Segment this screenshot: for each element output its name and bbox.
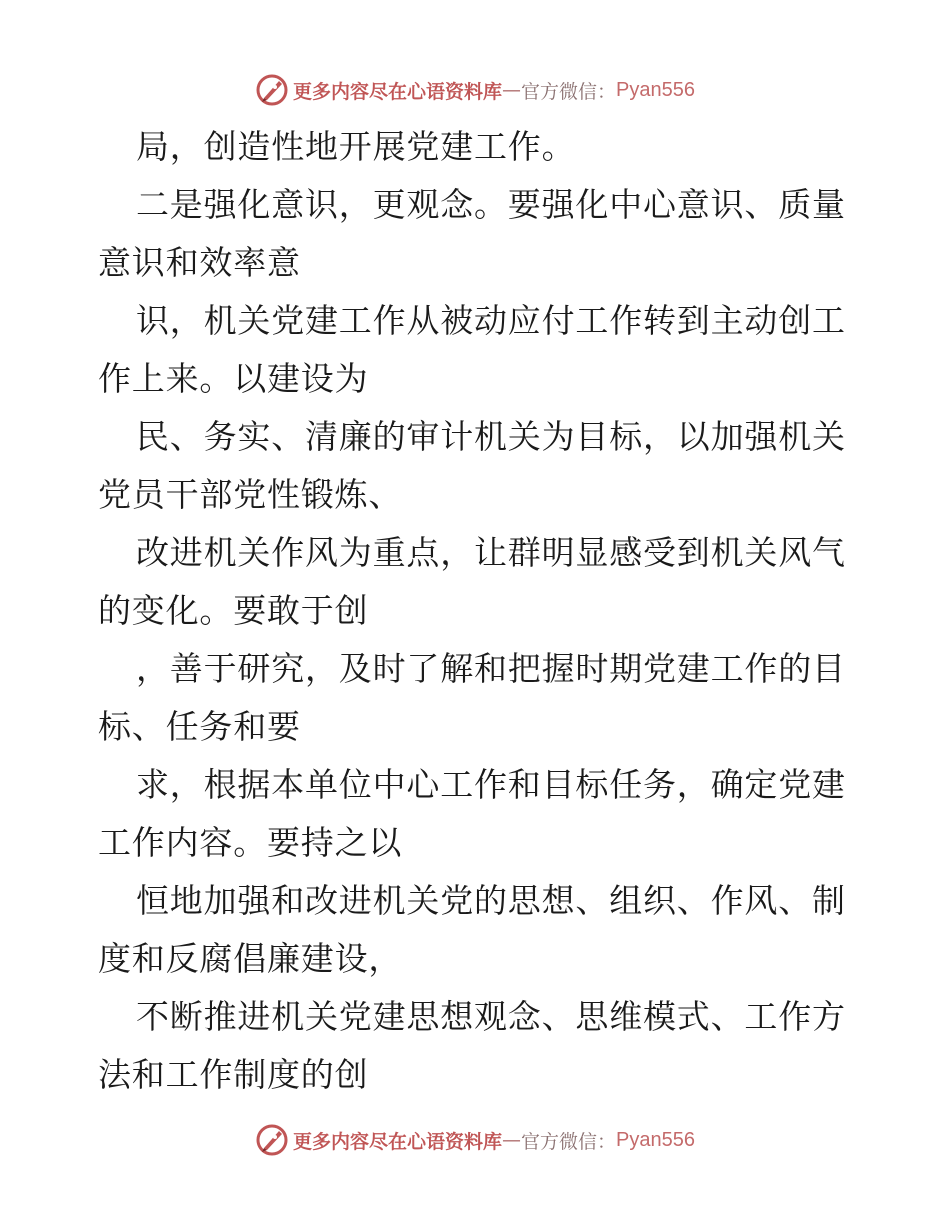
footer-brand-text: 更多内容尽在心语资料库 [293,1130,503,1153]
quill-pen-logo-icon [255,73,289,107]
header-dash: — [502,79,522,101]
footer-official-label: 官方微信： [521,1130,617,1153]
quill-pen-logo-icon [255,1123,289,1157]
document-body [98,118,858,1104]
paragraph-line: 作上来。以建设为 [98,359,369,398]
paragraph-line: 标、任务和要 [98,707,301,746]
footer-banner [0,1120,950,1160]
header-brand-text: 更多内容尽在心语资料库 [293,80,503,103]
paragraph-line: 法和工作制度的创 [98,1055,369,1094]
footer-dash: — [502,1129,522,1151]
header-banner [0,70,950,110]
paragraph-line: 改进机关作风为重点，让群明显感受到机关风气 [136,533,846,572]
paragraph-line: ，善于研究，及时了解和把握时期党建工作的目 [136,649,846,688]
paragraph-line: 度和反腐倡廉建设， [98,939,403,978]
paragraph-line: 党员干部党性锻炼、 [98,475,403,514]
footer-wechat-id: Pyan556 [616,1128,695,1151]
paragraph-line: 工作内容。要持之以 [98,823,403,862]
paragraph-line: 不断推进机关党建思想观念、思维模式、工作方 [136,997,846,1036]
header-wechat-id: Pyan556 [616,78,695,101]
paragraph-line: 二是强化意识，更观念。要强化中心意识、质量 [136,185,846,224]
paragraph-line: 意识和效率意 [98,243,301,282]
paragraph-line: 识，机关党建工作从被动应付工作转到主动创工 [136,301,846,340]
paragraph-line: 恒地加强和改进机关党的思想、组织、作风、制 [136,881,846,920]
paragraph-line: 的变化。要敢于创 [98,591,369,630]
paragraph-line: 民、务实、清廉的审计机关为目标，以加强机关 [136,417,846,456]
paragraph-line: 求，根据本单位中心工作和目标任务，确定党建 [136,765,846,804]
paragraph-line: 局，创造性地开展党建工作。 [136,127,576,166]
header-official-label: 官方微信： [521,80,617,103]
